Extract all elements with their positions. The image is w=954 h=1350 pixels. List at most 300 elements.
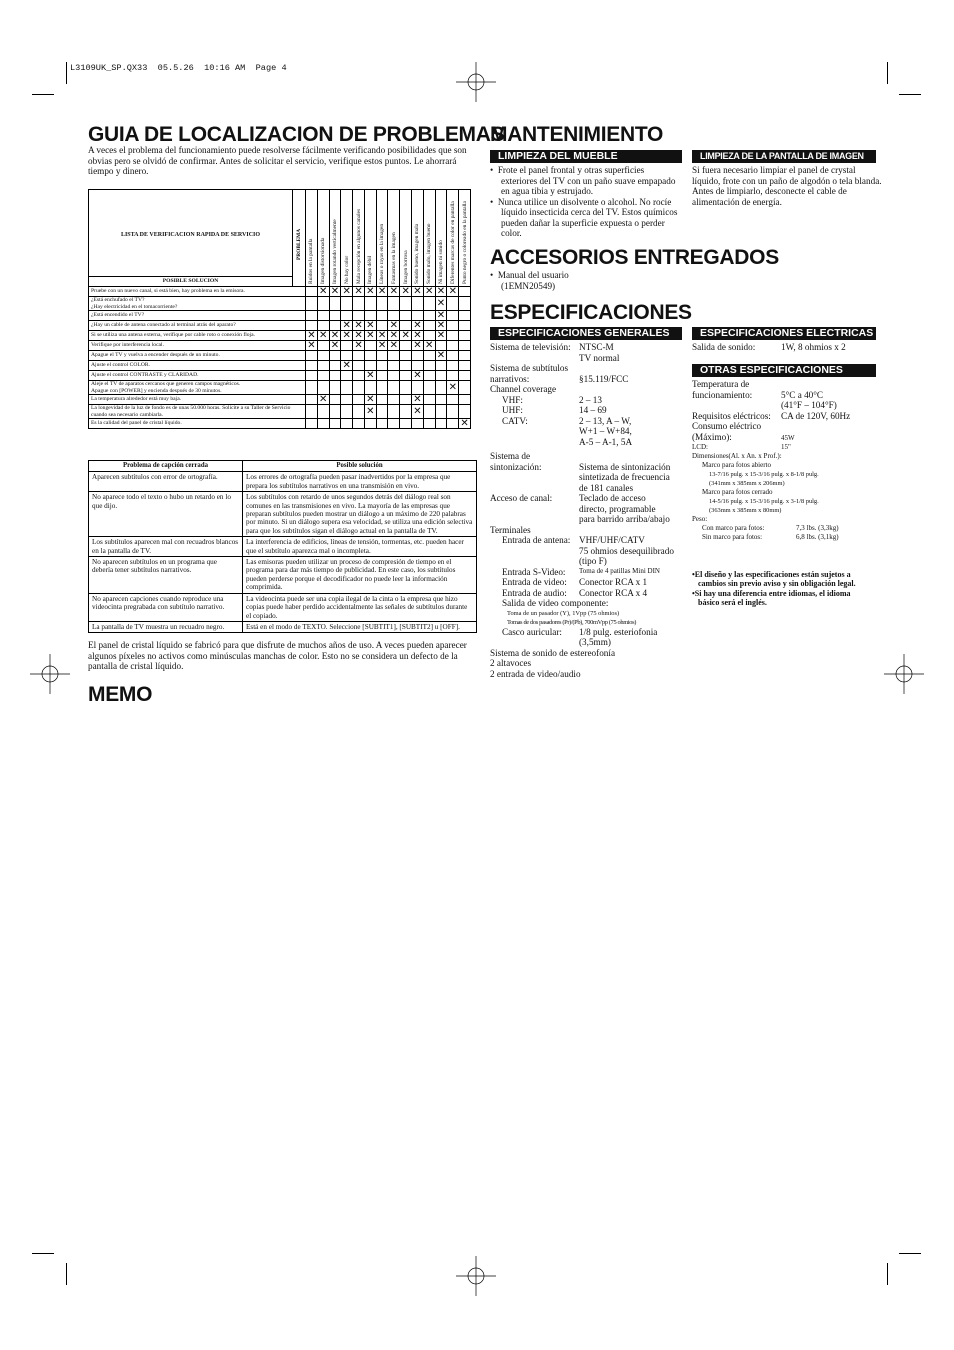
solution-text: ¿Está enchufado el TV?	[91, 297, 145, 303]
spec-label: Sin marco para fotos:	[702, 532, 763, 541]
caption-problem-header: Problema de capción cerrada	[89, 461, 243, 472]
check-mark-cell	[329, 311, 341, 321]
service-checklist-table	[88, 189, 471, 429]
check-mark: ✕	[413, 330, 422, 341]
accesorios-list	[490, 270, 680, 291]
check-mark-cell	[423, 405, 435, 419]
check-mark-cell	[459, 381, 471, 395]
problem-header	[388, 190, 400, 287]
check-mark-cell	[435, 311, 447, 321]
table-row	[89, 321, 471, 331]
check-mark-cell	[388, 311, 400, 321]
solution-text: Verifique por interferencia local.	[91, 342, 164, 349]
check-mark: ✕	[354, 320, 363, 331]
solution-cell	[89, 287, 306, 297]
problem-header	[306, 190, 318, 287]
solution-text: Si se utiliza una antena externa, verifique por cable roto o conexión floja.	[91, 332, 256, 339]
check-mark: ✕	[330, 286, 340, 297]
check-mark-cell	[388, 287, 400, 297]
check-mark: ✕	[413, 370, 422, 381]
check-mark: ✕	[366, 370, 375, 381]
spec-note: •El diseño y las especificaciones están sujetos a cambios sin previo aviso y sin obligación legal.	[692, 570, 856, 589]
accessory-code: (1EMN20549)	[501, 280, 556, 291]
check-mark-cell	[364, 351, 376, 361]
caption-problem-cell: La pantalla de TV muestra un recuadro negro.	[89, 621, 243, 632]
check-mark: ✕	[436, 330, 446, 341]
spec-value: A-5 – A-1, 5A	[579, 436, 633, 447]
check-mark: ✕	[413, 320, 422, 331]
check-mark-cell	[400, 381, 412, 395]
check-mark-cell	[341, 311, 353, 321]
check-mark-cell	[364, 311, 376, 321]
check-mark-cell	[423, 395, 435, 405]
problem-header-label: Diferentes marcas de color en pantalla	[449, 201, 456, 284]
check-mark: ✕	[342, 330, 351, 341]
check-mark-cell	[376, 331, 388, 341]
check-mark-cell	[341, 361, 353, 371]
problem-header	[353, 190, 365, 287]
check-mark: ✕	[401, 286, 410, 297]
check-mark-cell	[423, 381, 435, 395]
table-row	[89, 341, 471, 351]
check-mark: ✕	[354, 286, 363, 297]
spec-label: Consumo eléctrico	[692, 421, 762, 431]
solution-cell	[89, 371, 306, 381]
solution-cell	[89, 331, 306, 341]
solution-cell	[89, 341, 306, 351]
solution-cell	[89, 321, 306, 331]
spec-value: NTSC-M	[579, 342, 614, 352]
check-mark-cell	[435, 395, 447, 405]
check-mark-cell	[317, 419, 329, 429]
check-mark: ✕	[448, 286, 457, 297]
spec-label: Sistema de	[490, 451, 531, 461]
caption-problem-cell: No aparece todo el texto o hubo un retardo en lo que dijo.	[89, 492, 243, 537]
spec-value: 75 ohmios desequilibrado	[579, 545, 674, 556]
check-mark-cell	[376, 361, 388, 371]
check-mark-cell	[423, 297, 435, 311]
caption-problem-cell: Aparecen subtítulos con error de ortografía.	[89, 472, 243, 492]
spec-value: Tomas de dos pasadores (Pr)/(Pb), 700mVpp (75 ohmios)	[507, 618, 637, 626]
other-specs	[692, 379, 882, 542]
check-mark: ✕	[366, 330, 375, 341]
check-mark-cell	[317, 341, 329, 351]
check-mark-cell	[364, 287, 376, 297]
check-mark-cell	[388, 419, 400, 429]
check-mark-cell	[447, 311, 459, 321]
spec-notes	[692, 570, 868, 608]
table-row	[89, 287, 471, 297]
list-item: • Manual del usuario	[490, 270, 569, 280]
check-mark-cell	[423, 321, 435, 331]
spec-value: (341mm x 385mm x 206mm)	[709, 479, 785, 487]
check-mark-cell	[353, 321, 365, 331]
mueble-list	[490, 165, 680, 239]
check-mark-cell	[423, 371, 435, 381]
spec-value: (363mm x 385mm x 80mm)	[709, 506, 782, 514]
spec-value: 45W	[781, 433, 795, 442]
spec-label: Marco para fotos cerrado	[702, 487, 773, 496]
table-row	[89, 593, 477, 621]
check-mark-cell	[329, 287, 341, 297]
check-mark-cell	[364, 419, 376, 429]
caption-problem-cell: Los subtítulos aparecen mal con recuadros blancos en la pantalla de TV.	[89, 537, 243, 557]
check-mark-cell	[435, 297, 447, 311]
spec-value: VHF/UHF/CATV	[579, 535, 645, 545]
check-mark-cell	[364, 371, 376, 381]
table-row	[89, 331, 471, 341]
check-mark-cell	[376, 405, 388, 419]
check-mark-cell	[341, 321, 353, 331]
spec-value: 14 – 69	[579, 405, 607, 415]
check-mark-cell	[435, 405, 447, 419]
spec-label: Salida de video componente:	[502, 598, 609, 608]
general-specs	[490, 342, 690, 679]
check-mark-cell	[447, 351, 459, 361]
check-mark-cell	[412, 341, 424, 351]
check-mark-cell	[376, 419, 388, 429]
spec-label: Channel coverage	[490, 384, 557, 394]
solution-cell	[89, 297, 306, 311]
table-row	[89, 537, 477, 557]
spec-label: funcionamiento:	[692, 389, 753, 400]
spec-value: 1/8 pulg. esteriofonia	[579, 626, 658, 637]
check-mark-cell	[400, 297, 412, 311]
check-mark-cell	[306, 419, 318, 429]
check-mark-cell	[341, 351, 353, 361]
solution-text: Pruebe con un nuevo canal, si está bien, hay problema en la emisora.	[91, 288, 245, 295]
pantalla-text: Si fuera necesario limpiar el panel de crystal líquido, frote con un paño de algodón o tela blanda. Antes de limpiarlo, desconecte el cable de alimentación de energía.	[692, 165, 882, 207]
mantenimiento-title: MANTENIMIENTO	[490, 123, 664, 146]
check-mark-cell	[423, 419, 435, 429]
spec-label: Salida de sonido:	[692, 342, 756, 352]
spec-label: Requisitos eléctricos:	[692, 410, 771, 421]
check-mark-cell	[353, 371, 365, 381]
problem-header	[376, 190, 388, 287]
check-mark: ✕	[342, 360, 351, 371]
table-row	[89, 405, 471, 419]
check-mark-cell	[459, 287, 471, 297]
check-mark: ✕	[436, 286, 446, 297]
check-mark-cell	[364, 341, 376, 351]
checklist-title: LISTA DE VERIFICACION RAPIDA DE SERVICIO	[120, 232, 261, 238]
problem-header-label: Sonido malo, imagen bueno	[426, 223, 433, 284]
section-bar-limpieza-pantalla: LIMPIEZA DE LA PANTALLA DE IMAGEN	[692, 150, 876, 163]
check-mark-cell	[329, 395, 341, 405]
table-row	[89, 381, 471, 395]
check-mark: ✕	[436, 298, 446, 309]
check-mark: ✕	[342, 286, 351, 297]
spec-value: 2 – 13, A – W,	[579, 415, 632, 426]
check-mark-cell	[317, 321, 329, 331]
problem-label: PROBLEMA	[296, 228, 302, 260]
spec-label: Entrada de audio:	[502, 587, 567, 598]
check-mark-cell	[447, 341, 459, 351]
section-bar-otras: OTRAS ESPECIFICACIONES	[692, 364, 876, 377]
check-mark-cell	[317, 405, 329, 419]
spec-value: sintetizada de frecuencia	[579, 472, 670, 482]
check-mark-cell	[447, 371, 459, 381]
solution-text: La longevidad de la luz de fondo es de unas 50.000 horas. Solicite a su Taller de Servicio cuando sea necesario cambiarla.	[91, 405, 291, 418]
check-mark-cell	[341, 419, 353, 429]
check-mark: ✕	[389, 340, 399, 351]
check-mark-cell	[423, 341, 435, 351]
check-mark-cell	[388, 341, 400, 351]
check-mark-cell	[306, 297, 318, 311]
check-mark-cell	[459, 321, 471, 331]
check-mark-cell	[400, 405, 412, 419]
list-item: • Nunca utilice un disolvente o alcohol. No rocíe líquido insecticida cerca del TV. Estos químicos pueden dañar la superficie expuesta o perder color.	[490, 196, 678, 238]
check-mark-cell	[459, 351, 471, 361]
solution-text: Ajuste el control COLOR.	[91, 362, 151, 369]
check-mark-cell	[412, 311, 424, 321]
problem-header	[412, 190, 424, 287]
caption-problem-cell: No aparecen subtítulos en un programa que debería tener subtítulos narrativos.	[89, 557, 243, 594]
spec-label: Temperatura de	[692, 379, 750, 389]
spec-value: Conector RCA x 4	[579, 587, 648, 598]
problem-header	[447, 190, 459, 287]
section-bar-electricas: ESPECIFICACIONES ELECTRICAS	[692, 327, 876, 340]
check-mark-cell	[447, 381, 459, 395]
check-mark-cell	[412, 405, 424, 419]
check-mark-cell	[388, 381, 400, 395]
spec-value: de 181 canales	[579, 482, 634, 493]
solution-text: Es la calidad del panel de cristal líquido.	[91, 420, 182, 427]
problem-header-label: Mala recepción en algunos canales	[355, 208, 362, 284]
spec-label: Entrada de antena:	[502, 535, 571, 545]
section-bar-generales: ESPECIFICACIONES GENERALES	[490, 327, 682, 340]
table-row	[89, 361, 471, 371]
check-mark-cell	[329, 341, 341, 351]
check-mark-cell	[364, 381, 376, 395]
spec-label: Peso:	[692, 514, 708, 523]
check-mark-cell	[388, 361, 400, 371]
check-mark-cell	[447, 331, 459, 341]
check-mark-cell	[388, 395, 400, 405]
check-mark-cell	[400, 331, 412, 341]
check-mark: ✕	[366, 286, 375, 297]
check-mark-cell	[459, 361, 471, 371]
crop-mark	[66, 1263, 67, 1285]
solution-cell	[89, 405, 306, 419]
spec-label: Sistema de televisión:	[490, 342, 571, 352]
registration-mark	[456, 62, 496, 102]
check-mark-cell	[306, 405, 318, 419]
check-mark-cell	[353, 395, 365, 405]
spec-line: Sistema de sonido de estereofonía	[490, 647, 616, 658]
check-mark-cell	[364, 395, 376, 405]
check-mark-cell	[376, 297, 388, 311]
check-mark-cell	[412, 321, 424, 331]
check-mark-cell	[423, 287, 435, 297]
solution-cell	[89, 419, 306, 429]
check-mark: ✕	[448, 382, 457, 393]
check-mark-cell	[353, 297, 365, 311]
crop-mark	[899, 94, 921, 95]
check-mark-cell	[341, 297, 353, 311]
check-mark-cell	[447, 321, 459, 331]
check-mark-cell	[423, 311, 435, 321]
check-mark-cell	[447, 361, 459, 371]
spec-line: 2 altavoces	[490, 658, 532, 668]
check-mark: ✕	[436, 310, 446, 321]
check-mark-cell	[400, 287, 412, 297]
check-mark: ✕	[330, 340, 340, 351]
spec-value: Toma de 4 patillas Mini DIN	[579, 566, 660, 575]
check-mark-cell	[317, 395, 329, 405]
problem-header	[423, 190, 435, 287]
check-mark: ✕	[389, 286, 399, 297]
check-mark-cell	[329, 331, 341, 341]
check-mark: ✕	[366, 320, 375, 331]
check-mark-cell	[435, 351, 447, 361]
solution-text: Ajuste el control CONTRASTE y CLARIDAD.	[91, 372, 199, 379]
problem-header-label: Imagen rotando verticalmente	[331, 219, 338, 284]
spec-label: Acceso de canal:	[490, 493, 553, 503]
check-mark-cell	[388, 351, 400, 361]
check-mark-cell	[317, 331, 329, 341]
problem-header-label: Imagen borrosa	[402, 250, 409, 284]
check-mark: ✕	[413, 394, 422, 405]
caption-solution-cell: Los subtítulos con retardo de unos segundos detrás del diálogo real son comunes en las transmisiones en vivo. La mayoría de las empresas que preparan subtítulos pueden mostrar un diálogo a un máximo de 220 palabras por minuto. Si un diálogo supera esa velocidad, se utiliza una edición selectiva para que los subtítulos sigan el diálogo actual en la pantalla de TV.	[243, 492, 477, 537]
problem-header	[435, 190, 447, 287]
problem-header	[317, 190, 329, 287]
check-mark: ✕	[436, 320, 446, 331]
spec-label: Casco auricular:	[502, 626, 562, 637]
spec-note: •Si hay una diferencia entre idiomas, el idioma básico será el inglés.	[692, 588, 851, 608]
check-mark-cell	[423, 351, 435, 361]
solution-cell	[89, 381, 306, 395]
check-mark-cell	[353, 311, 365, 321]
spec-line: 2 entrada de video/audio	[490, 668, 581, 679]
checklist-title-cell	[89, 190, 293, 287]
table-row	[89, 419, 471, 429]
check-mark: ✕	[354, 330, 363, 341]
spec-value: 6,8 lbs. (3,1kg)	[796, 532, 839, 541]
check-mark-cell	[317, 287, 329, 297]
check-mark-cell	[353, 419, 365, 429]
memo-title: MEMO	[88, 683, 153, 706]
caption-solution-cell: Los errores de ortografía pueden pasar inadvertidos por la empresa que prepara los subtítulos narrativos en una transmisión en vivo.	[243, 472, 477, 492]
spec-label: Entrada S-Video:	[502, 566, 566, 577]
spec-value: 1W, 8 ohmios x 2	[781, 342, 846, 352]
check-mark-cell	[353, 361, 365, 371]
check-mark-cell	[412, 381, 424, 395]
check-mark-cell	[412, 419, 424, 429]
check-mark: ✕	[413, 340, 422, 351]
table-row	[89, 557, 477, 594]
check-mark-cell	[447, 287, 459, 297]
check-mark-cell	[400, 395, 412, 405]
check-mark-cell	[423, 361, 435, 371]
check-mark-cell	[306, 321, 318, 331]
solution-text: Apague con [POWER] y encienda después de 30 minutos.	[91, 387, 222, 394]
spec-label: Dimensiones(Al. x An. x Prof.):	[692, 451, 782, 460]
check-mark-cell	[400, 361, 412, 371]
accesorios-title: ACCESORIOS ENTREGADOS	[490, 246, 779, 269]
check-mark-cell	[306, 381, 318, 395]
check-mark-cell	[376, 395, 388, 405]
check-mark-cell	[306, 311, 318, 321]
check-mark-cell	[306, 351, 318, 361]
check-mark-cell	[376, 287, 388, 297]
check-mark-cell	[400, 341, 412, 351]
check-mark-cell	[306, 331, 318, 341]
check-mark-cell	[400, 311, 412, 321]
check-mark-cell	[317, 311, 329, 321]
check-mark-cell	[412, 371, 424, 381]
solution-cell	[89, 361, 306, 371]
check-mark: ✕	[330, 330, 340, 341]
crop-mark	[887, 62, 888, 84]
registration-mark	[30, 654, 70, 694]
check-mark: ✕	[318, 286, 328, 297]
check-mark-cell	[412, 361, 424, 371]
check-mark-cell	[306, 287, 318, 297]
check-mark-cell	[329, 371, 341, 381]
spec-value: 2 – 13	[579, 394, 602, 405]
check-mark-cell	[400, 419, 412, 429]
check-mark: ✕	[377, 330, 387, 341]
check-mark-cell	[412, 287, 424, 297]
guia-intro: A veces el problema del funcionamiento puede resolverse fácilmente verificando posibilidades que son obvias pero se olvidó de confirmar. Antes de solicitar el servicio, verifique estos puntos. Le ahorrará tiempo y dinero.	[88, 145, 467, 176]
check-mark-cell	[423, 331, 435, 341]
table-row	[89, 371, 471, 381]
check-mark: ✕	[425, 340, 434, 351]
spec-value: CA de 120V, 60Hz	[781, 410, 851, 421]
check-mark: ✕	[318, 330, 328, 341]
crop-mark	[32, 1253, 54, 1254]
check-mark-cell	[388, 405, 400, 419]
check-mark: ✕	[460, 418, 469, 429]
check-mark-cell	[329, 297, 341, 311]
solution-label: POSIBLE SOLUCION	[89, 276, 292, 286]
check-mark-cell	[341, 341, 353, 351]
spec-value: (41°F – 104°F)	[781, 400, 837, 410]
closed-caption-table	[88, 460, 477, 633]
registration-mark	[884, 654, 924, 694]
check-mark-cell	[317, 351, 329, 361]
check-mark-cell	[412, 395, 424, 405]
spec-label: Entrada de video:	[502, 577, 567, 587]
solution-cell	[89, 351, 306, 361]
problem-label-cell	[293, 190, 306, 287]
check-mark-cell	[447, 395, 459, 405]
check-mark-cell	[447, 419, 459, 429]
check-mark: ✕	[389, 320, 399, 331]
check-mark-cell	[435, 361, 447, 371]
caption-solution-cell: Las emisoras pueden utilizar un proceso de compresión de tiempo en el programa para dar más tiempo de publicidad. En este caso, los subtítulos pueden perderse porque el decodificador no puede leer la información comprimida.	[243, 557, 477, 594]
spec-value: 13-7/16 pulg. x 15-3/16 pulg. x 8-1/8 pulg.	[709, 470, 819, 478]
problem-header-label: Fantasmas en la imagen	[390, 232, 397, 284]
check-mark-cell	[306, 341, 318, 351]
check-mark-cell	[435, 371, 447, 381]
problem-header-label: Sonido bueno, imagen mala	[414, 223, 421, 284]
check-mark-cell	[435, 287, 447, 297]
check-mark: ✕	[425, 286, 434, 297]
spec-value: Toma de un pasador (Y), 1Vpp (75 ohmios)	[507, 609, 620, 617]
check-mark-cell	[376, 371, 388, 381]
check-mark-cell	[364, 405, 376, 419]
list-item: • Frote el panel frontal y otras superficies exteriores del TV con un paño suave empapado en agua tibia y estrujado.	[490, 165, 676, 196]
check-mark-cell	[353, 287, 365, 297]
spec-value: 14-5/16 pulg. x 15-3/16 pulg. x 3-1/8 pulg.	[709, 497, 819, 505]
check-mark: ✕	[377, 340, 387, 351]
especificaciones-title: ESPECIFICACIONES	[490, 301, 692, 324]
spec-value: 5°C a 40°C	[781, 389, 824, 400]
check-mark-cell	[364, 321, 376, 331]
check-mark-cell	[412, 297, 424, 311]
